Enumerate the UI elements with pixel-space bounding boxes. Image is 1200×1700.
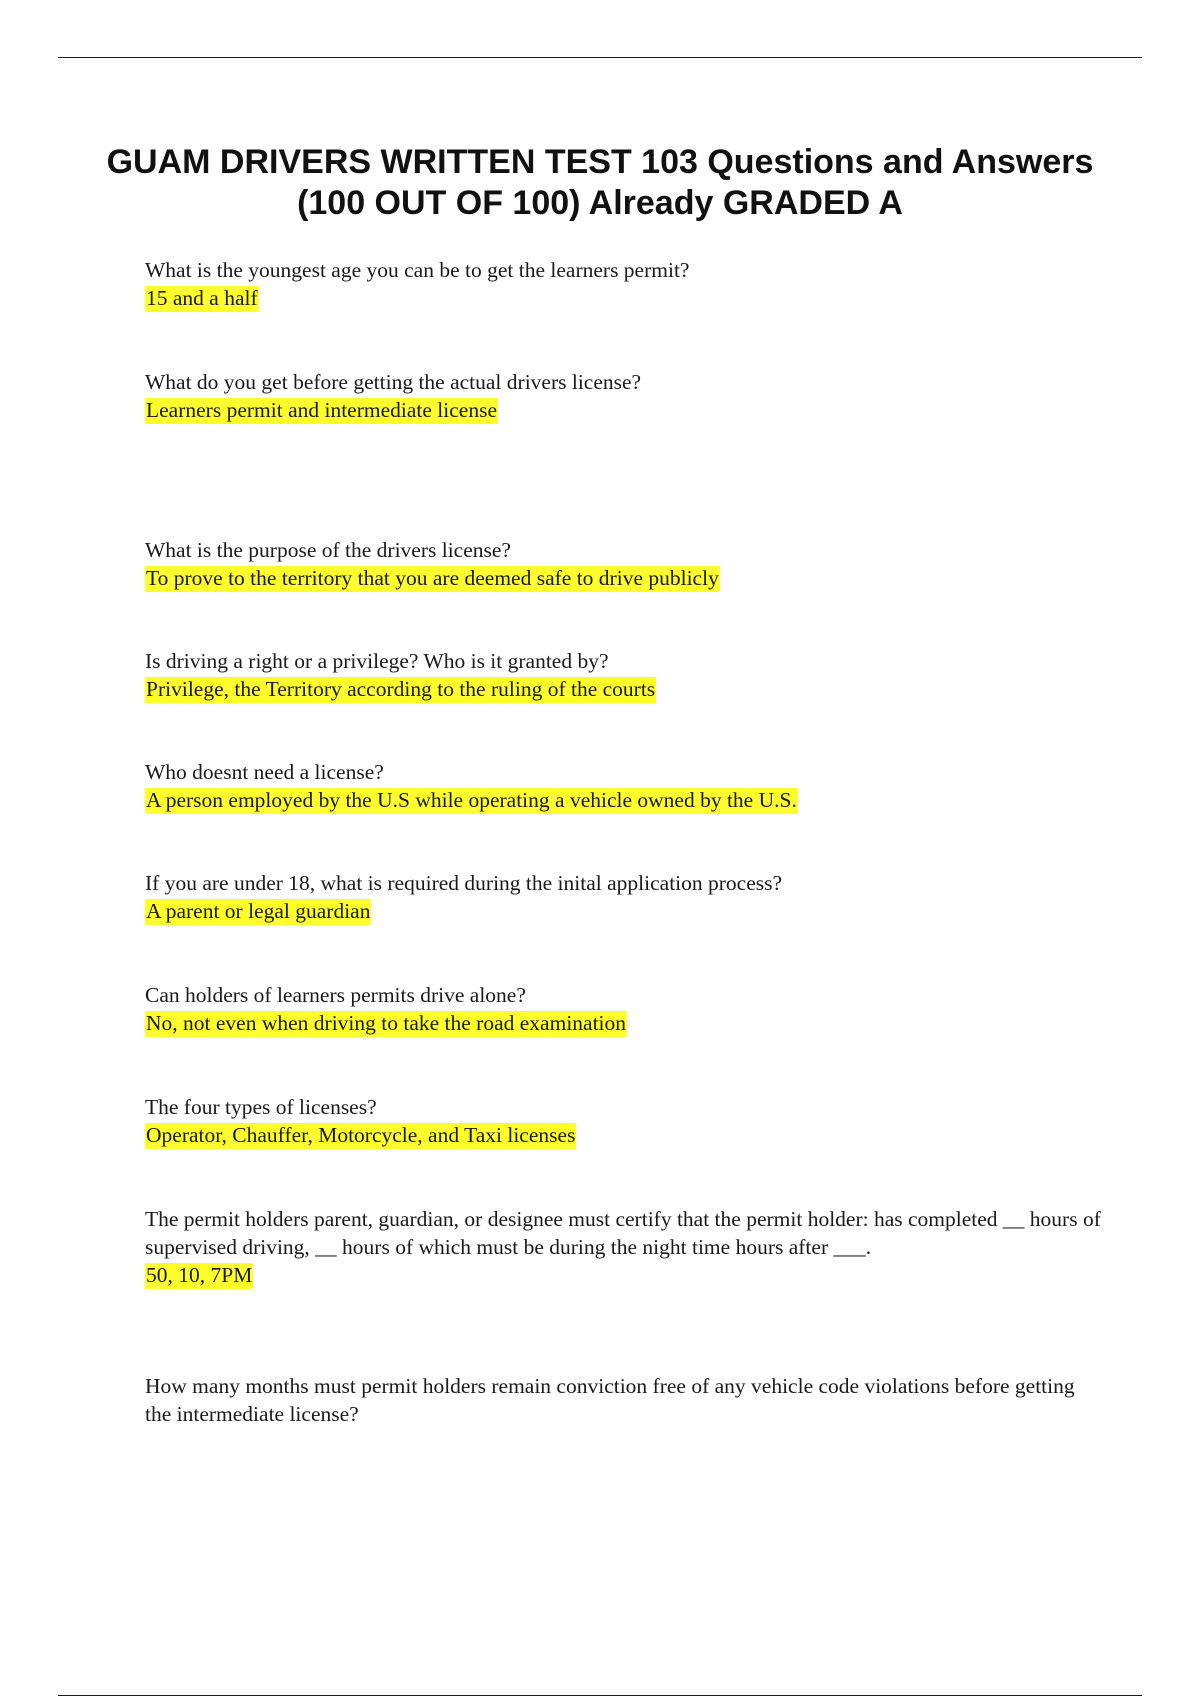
qa-item — [145, 256, 1105, 312]
answer-highlight: A parent or legal guardian — [146, 899, 371, 923]
question-text: If you are under 18, what is required during the inital application process? — [145, 871, 783, 895]
answer-highlight: Learners permit and intermediate license — [146, 398, 498, 422]
top-rule — [58, 57, 1142, 58]
question-text: Can holders of learners permits drive alone? — [145, 983, 526, 1007]
question-text: How many months must permit holders remain conviction free of any vehicle code violations before getting the intermediate license? — [145, 1374, 1075, 1426]
answer-highlight: To prove to the territory that you are deemed safe to drive publicly — [146, 566, 719, 590]
bottom-rule — [58, 1695, 1142, 1696]
answer-highlight: No, not even when driving to take the road examination — [146, 1011, 627, 1035]
qa-item — [145, 981, 1105, 1037]
question-text: What is the youngest age you can be to get the learners permit? — [145, 258, 690, 282]
qa-item — [145, 869, 1105, 925]
answer-highlight: Operator, Chauffer, Motorcycle, and Taxi licenses — [146, 1123, 576, 1147]
document-title: GUAM DRIVERS WRITTEN TEST 103 Questions and Answers (100 OUT OF 100) Already GRADED A — [106, 143, 1094, 222]
qa-item — [145, 1093, 1105, 1149]
answer-highlight: A person employed by the U.S while operating a vehicle owned by the U.S. — [146, 788, 797, 812]
qa-item — [145, 1372, 1105, 1428]
question-text: The four types of licenses? — [145, 1095, 377, 1119]
answer-highlight: Privilege, the Territory according to the ruling of the courts — [146, 677, 656, 701]
qa-item — [145, 647, 1105, 703]
answer-highlight: 50, 10, 7PM — [146, 1263, 253, 1287]
qa-item — [145, 758, 1105, 814]
qa-item — [145, 368, 1105, 424]
answer-highlight: 15 and a half — [146, 286, 258, 310]
question-text: What do you get before getting the actual drivers license? — [145, 370, 642, 394]
qa-item — [145, 1205, 1105, 1289]
qa-item — [145, 536, 1105, 592]
question-text: What is the purpose of the drivers license? — [145, 538, 511, 562]
question-text: The permit holders parent, guardian, or designee must certify that the permit holder: has completed __ hours of supervised driving, __ hours of which must be during the night time hours after ___. — [145, 1207, 1101, 1259]
question-text: Is driving a right or a privilege? Who is it granted by? — [145, 649, 609, 673]
question-text: Who doesnt need a license? — [145, 760, 384, 784]
